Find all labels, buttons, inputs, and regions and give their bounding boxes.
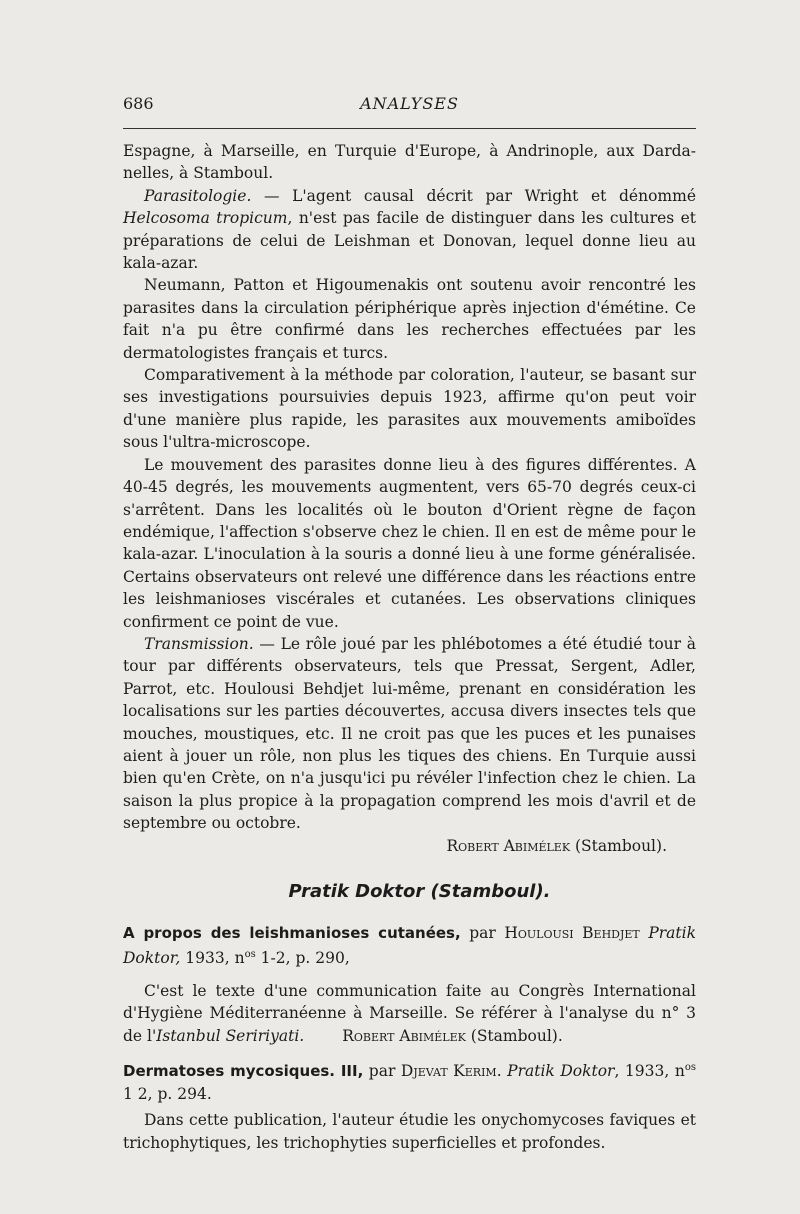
paragraph: Neumann, Patton et Higoumenakis ont soutenu avoir rencontré les parasites dans la circulation périphérique après injection d'émétine. Ce fait n'a pu être confirmé dans les recherches effectuées par les dermatologistes français et turcs. bbox=[123, 276, 696, 362]
page-header bbox=[123, 94, 696, 118]
paragraph: Dans cette publication, l'auteur étudie les onychomycoses faviques et trichophytiques, les trichophyties superficielles et profondes. bbox=[123, 1111, 696, 1152]
entry-ref-sup: os bbox=[244, 949, 256, 961]
species-name: Helcosoma tropicum bbox=[123, 209, 288, 228]
signature-name: Robert Abimélek bbox=[342, 1026, 466, 1045]
journal-heading: Pratik Doktor (Stamboul). bbox=[288, 881, 551, 902]
signature-place: (Stamboul). bbox=[570, 836, 667, 855]
paragraph-text: , n'est pas facile de distinguer dans les cultures et préparations de celui de Leishman et Donovan, lequel donne lieu au kala-azar. bbox=[123, 209, 696, 273]
entry-by: par bbox=[460, 924, 505, 942]
running-title: ANALYSES bbox=[360, 94, 459, 113]
entry-heading bbox=[123, 1057, 696, 1105]
signature-name: Robert Abimélek bbox=[446, 836, 571, 855]
entry-dermatoses bbox=[123, 1057, 696, 1154]
header-rule bbox=[123, 128, 696, 129]
paragraph-text: — L'agent causal décrit par Wright et dénommé bbox=[251, 186, 696, 205]
signature bbox=[123, 835, 696, 857]
journal-ref: Istanbul Seririyati. bbox=[156, 1026, 305, 1045]
entry-journal: Pratik Doktor bbox=[507, 1062, 615, 1081]
entry-leishmanioses bbox=[123, 922, 696, 1047]
paragraph-text: — Le rôle joué par les phlébotomes a été étudié tour à tour par différents observateurs, tels que Pressat, Sergent, Adler, Parrot, etc. Houlousi Behdjet lui-même, prenant en considération les localisations sur les parties découvertes, accusa divers insectes tels que mouches, moustiques, etc. Il ne croit pas que les puces et les punaises aient à jouer un rôle, non plus les tiques des chiens. En Turquie aussi bien qu'en Crète, on n'a jusqu'ici pu révéler l'infection chez le chien. La saison la plus propice à la propagation comprend les mois d'avril et de septembre ou octobre. bbox=[123, 634, 696, 833]
entry-journal: Pratik Doktor, bbox=[123, 924, 696, 968]
paragraph: Espagne, à Marseille, en Turquie d'Europe, à Andrinople, aux Darda-nelles, à Stamboul. bbox=[123, 142, 696, 183]
signature-place: (Stamboul). bbox=[465, 1026, 563, 1045]
entry-title: Dermatoses mycosiques. III, bbox=[123, 1062, 364, 1081]
entry-heading bbox=[123, 922, 696, 970]
entry-ref: , 1933, bbox=[614, 1062, 670, 1081]
entry-author: Djevat Kerim bbox=[400, 1062, 497, 1081]
paragraph bbox=[123, 980, 696, 1047]
entry-sep: . bbox=[496, 1062, 508, 1081]
entry-ref: 1-2, p. 290, bbox=[255, 949, 350, 968]
entry-by: par bbox=[363, 1062, 401, 1081]
paragraph: Le mouvement des parasites donne lieu à des figures différentes. A 40-45 degrés, les mouvements augmentent, vers 65-70 degrés ceux-ci s'arrêtent. Dans les localités où le bouton d'Orient règne de façon endémique, l'affection s'observe chez le chien. Il en est de même pour le kala-azar. L'inoculation à la souris a donné lieu à une forme généralisée. Certains observateurs ont relevé une différence dans les réactions entre les leishmanioses viscérales et cutanées. Les observations cliniques confirment ce point de vue. bbox=[123, 455, 696, 631]
entry-author: Houlousi Behdjet bbox=[504, 924, 640, 942]
section-label: Parasitologie. bbox=[144, 186, 252, 205]
paragraph bbox=[123, 185, 696, 275]
section-label: Transmission. bbox=[144, 634, 254, 653]
entry-ref: n bbox=[669, 1062, 685, 1081]
page-number: 686 bbox=[123, 94, 154, 113]
entry-ref: 1933, n bbox=[180, 949, 245, 968]
paragraph bbox=[123, 633, 696, 835]
entry-title: A propos des leishmanioses cutanées, bbox=[123, 924, 461, 942]
entry-ref: 1 2, p. 294. bbox=[123, 1084, 212, 1103]
paragraph-text: C'est le texte d'une communication faite au Congrès International d'Hygiène Méditerranéenne à Marseille. Se référer à l'analyse du n° 3 de l' bbox=[123, 981, 696, 1045]
entry-ref-sup: os bbox=[684, 1062, 696, 1074]
article-body bbox=[123, 140, 696, 1154]
paragraph: Comparativement à la méthode par coloration, l'auteur, se basant sur ses investigations poursuivies depuis 1923, affirme qu'on peut voir d'une manière plus rapide, les parasites aux mouvements amiboïdes sous l'ultra-microscope. bbox=[123, 366, 696, 452]
